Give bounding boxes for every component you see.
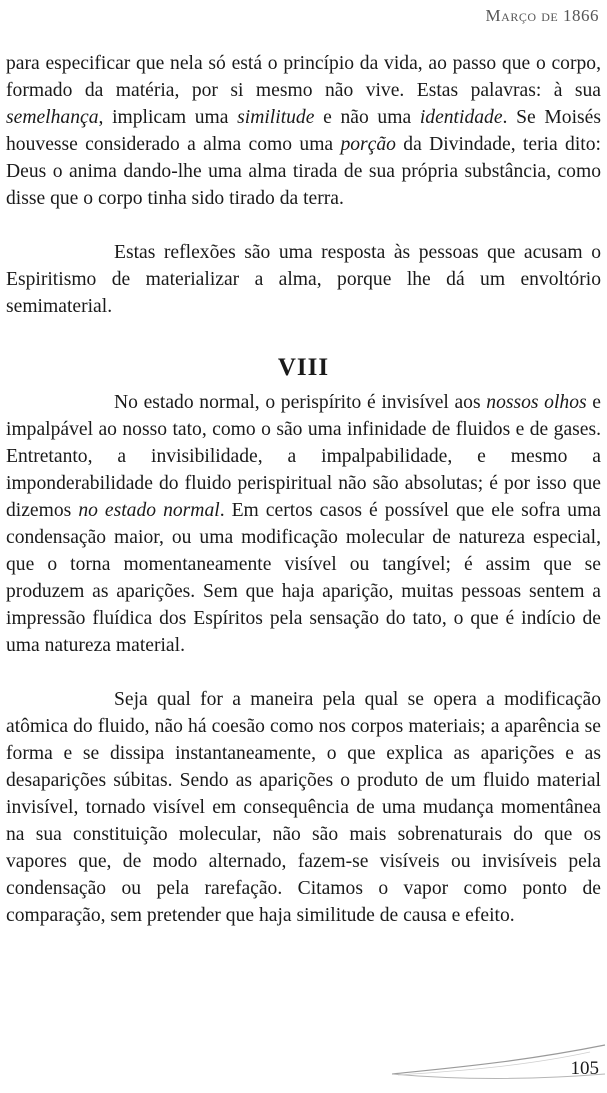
page-number: 105 bbox=[570, 1058, 599, 1079]
text-run: para especificar que nela só está o princípio da vida, ao passo que o corpo, formado da matéria, por si mesmo não vive. Estas palavras: à sua bbox=[6, 53, 601, 101]
text-run: Estas reflexões são uma resposta às pessoas que acusam o Espiritismo de materializar a alma, porque lhe dá um envoltório semimaterial. bbox=[6, 242, 601, 317]
italic-run: similitude bbox=[237, 107, 315, 128]
text-run: , implicam uma bbox=[98, 107, 238, 128]
paragraph-gap bbox=[6, 212, 601, 239]
italic-run: porção bbox=[340, 134, 396, 155]
text-run: e não uma bbox=[314, 107, 420, 128]
text-run: . Em certos casos é possível que ele sofra uma condensação maior, ou uma modificação molecular de natureza especial, que o torna momentaneamente visível ou tangível; é assim que se produzem as aparições. Sem que haja aparição, muitas pessoas sentem a impressão fluídica dos Espíritos pela sensação do tato, o que é indício de uma natureza material. bbox=[6, 500, 602, 656]
text-run: da Divindade, teria dito: Deus o anima dando-lhe uma alma tirada de sua própria substância, como disse que o corpo tinha sido tirado da terra. bbox=[6, 134, 601, 209]
running-head: Março de 1866 bbox=[485, 6, 599, 25]
text-run: No estado normal, o perispírito é invisível aos bbox=[114, 392, 487, 413]
paragraph-3 bbox=[6, 389, 601, 659]
italic-run: semelhança bbox=[6, 107, 99, 128]
text-run: . Se Moisés houvesse considerado a alma como uma bbox=[6, 107, 601, 155]
text-run: e impalpável ao nosso tato, como o são uma infinidade de fluidos e de gases. Entretanto, a invisibilidade, a impalpabilidade, e mesmo a imponderabilidade do fluido perispiritual não são absolutas; é por isso que dizemos bbox=[6, 392, 602, 521]
paragraph-gap bbox=[6, 659, 601, 686]
paragraph-2 bbox=[6, 239, 601, 320]
page-footer bbox=[0, 1040, 607, 1093]
italic-run: identidade bbox=[419, 107, 503, 128]
italic-run: nossos olhos bbox=[486, 392, 587, 413]
text-run: Seja qual for a maneira pela qual se opera a modificação atômica do fluido, não há coesão como nos corpos materiais; a aparência se forma e se dissipa instantaneamente, o que explica as aparições e as desaparições súbitas. Sendo as aparições o produto de um fluido material invisível, tornado visível em consequência de uma mudança momentânea na sua constituição molecular, não são mais sobrenaturais do que os vapores que, de modo alternado, fazem-se visíveis ou invisíveis pela condensação ou pela rarefação. Citamos o vapor como ponto de comparação, sem pretender que haja similitude de causa e efeito. bbox=[6, 689, 601, 926]
page-body bbox=[6, 50, 601, 929]
section-heading: VIII bbox=[277, 354, 330, 381]
paragraph-4 bbox=[6, 686, 601, 929]
paragraph-gap bbox=[6, 320, 601, 347]
italic-run: no estado normal bbox=[78, 500, 220, 521]
paragraph-1 bbox=[6, 50, 601, 212]
